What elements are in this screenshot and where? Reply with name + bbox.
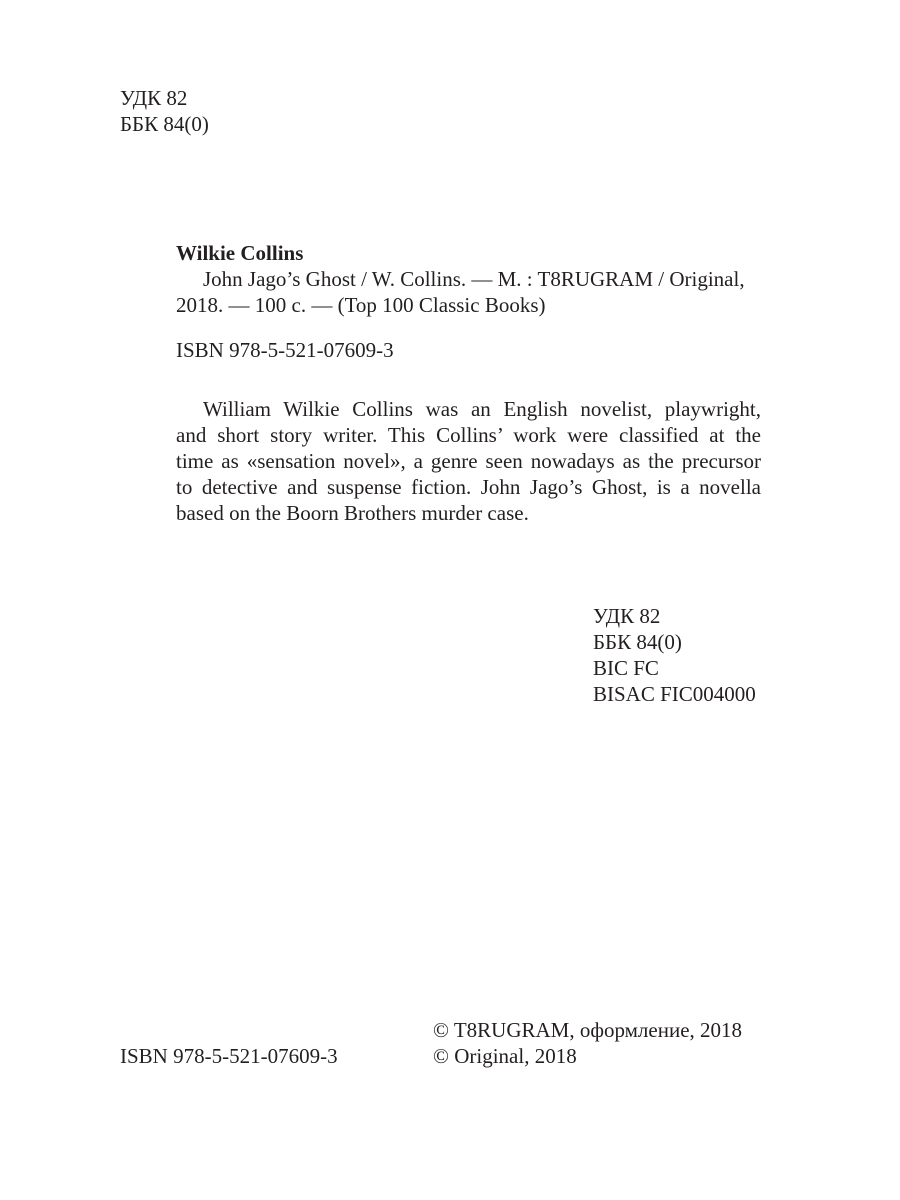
author-name: Wilkie Collins bbox=[176, 241, 304, 265]
annotation-line: and short story writer. This Collins’ work were classified at the bbox=[176, 423, 761, 447]
annotation-line: time as «sensation novel», a genre seen nowadays as the precursor bbox=[176, 449, 761, 473]
annotation-line: based on the Boorn Brothers murder case. bbox=[176, 501, 529, 525]
publication-line: 2018. — 100 с. — (Top 100 Classic Books) bbox=[176, 293, 546, 317]
isbn-number: ISBN 978-5-521-07609-3 bbox=[120, 1044, 338, 1068]
annotation-line: to detective and suspense fiction. John Jago’s Ghost, is a novella bbox=[176, 475, 761, 499]
top-classification bbox=[120, 85, 209, 137]
bic-code: BIC FC bbox=[593, 656, 659, 680]
annotation-paragraph bbox=[176, 396, 761, 526]
bisac-code: BISAC FIC004000 bbox=[593, 682, 756, 706]
bibliographic-record bbox=[176, 240, 761, 363]
isbn-number: ISBN 978-5-521-07609-3 bbox=[176, 338, 394, 362]
classification-codes bbox=[593, 603, 756, 707]
copyright-notice bbox=[433, 1017, 742, 1069]
annotation-line: William Wilkie Collins was an English novelist, playwright, bbox=[203, 397, 761, 421]
bbk-code: ББК 84(0) bbox=[593, 630, 682, 654]
copyright-line: © Original, 2018 bbox=[433, 1044, 577, 1068]
udk-code: УДК 82 bbox=[593, 604, 661, 628]
udk-code: УДК 82 bbox=[120, 86, 188, 110]
bbk-code: ББК 84(0) bbox=[120, 112, 209, 136]
copyright-line: © T8RUGRAM, оформление, 2018 bbox=[433, 1018, 743, 1042]
footer-isbn bbox=[120, 1043, 338, 1069]
title-line: John Jago’s Ghost / W. Collins. — M. : T8RUGRAM / Original, bbox=[203, 267, 745, 291]
